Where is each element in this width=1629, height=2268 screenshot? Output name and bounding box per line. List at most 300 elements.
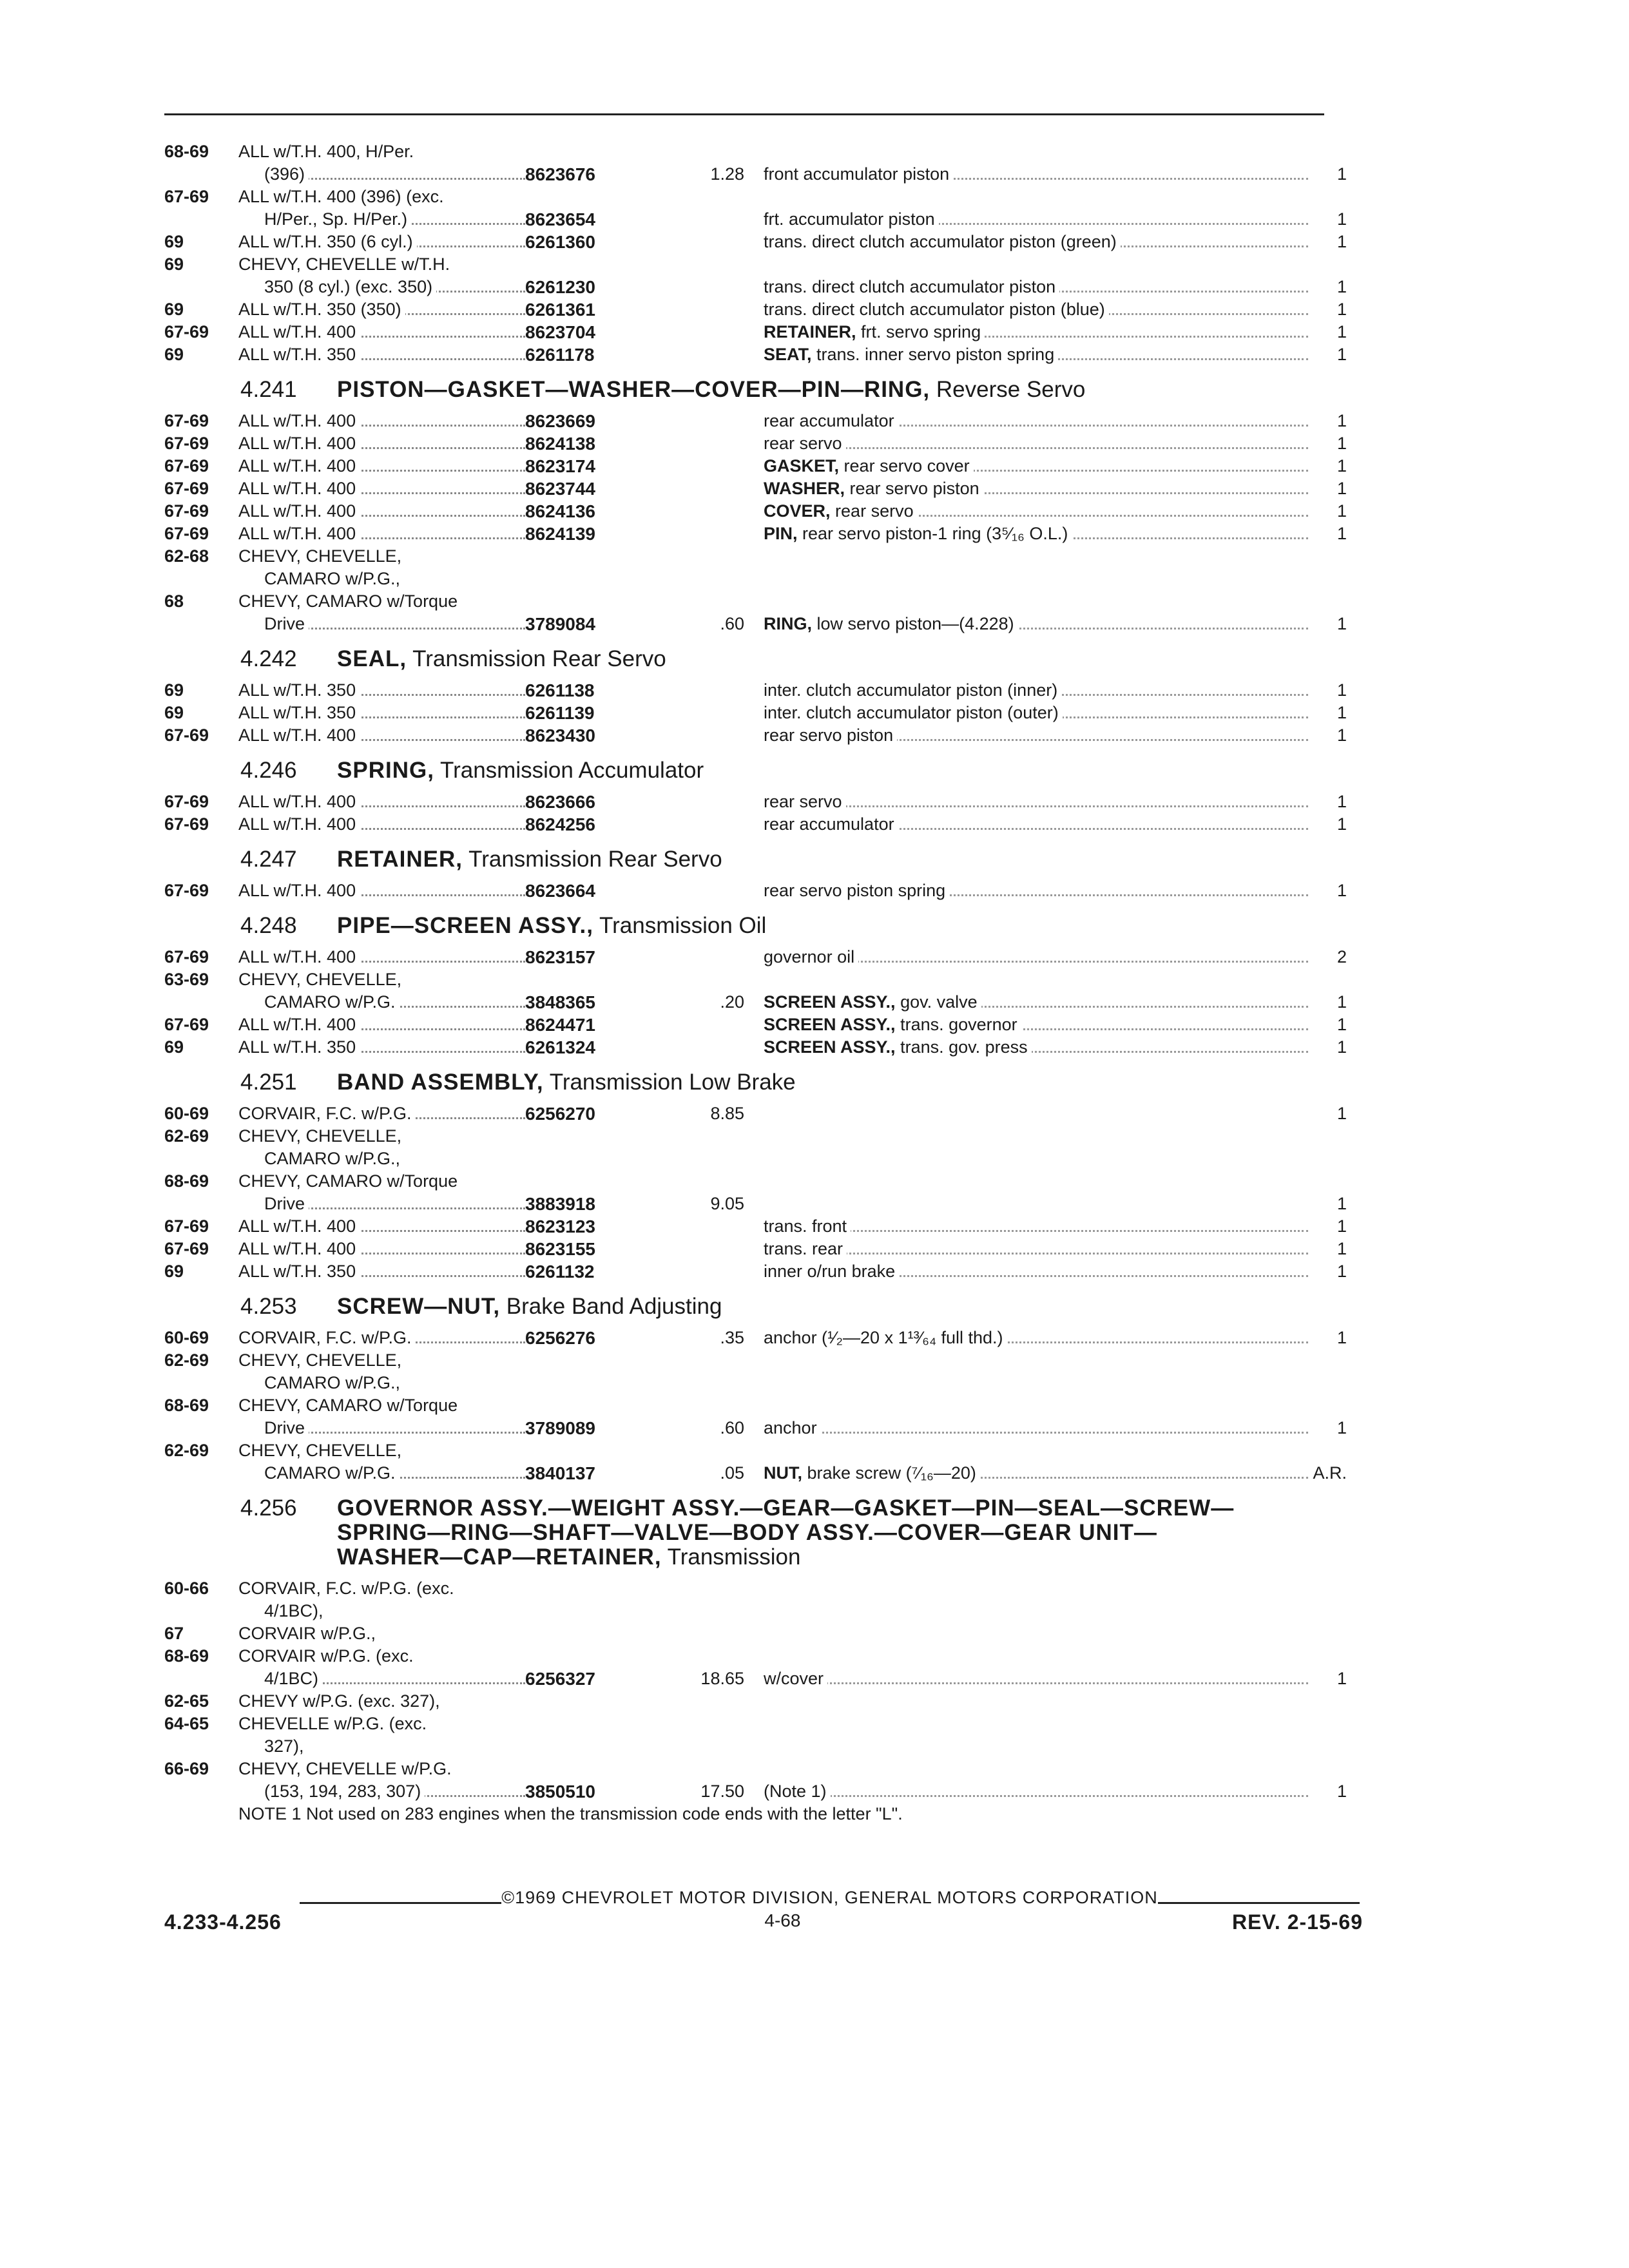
table-row xyxy=(164,946,1356,968)
quantity: 1 xyxy=(1336,1015,1347,1034)
description-bold: RING, xyxy=(764,614,813,633)
model-year: 60-69 xyxy=(164,1328,209,1347)
section-number: 4.246 xyxy=(240,758,297,783)
model-cell xyxy=(238,1758,525,1780)
description-plain: trans. rear xyxy=(764,1239,843,1258)
model-text: CHEVY, CHEVELLE w/P.G. xyxy=(238,1759,456,1778)
table-row xyxy=(164,321,1356,343)
model-year: 67-69 xyxy=(164,1015,209,1034)
section-number: 4.251 xyxy=(240,1070,297,1095)
quantity: 1 xyxy=(1336,881,1347,900)
model-cell xyxy=(238,1036,525,1059)
model-cell xyxy=(238,1690,525,1713)
model-text: 350 (8 cyl.) (exc. 350) xyxy=(238,277,436,296)
model-text: CAMARO w/P.G. xyxy=(238,992,400,1012)
quantity: 1 xyxy=(1336,232,1347,251)
model-cell xyxy=(238,1215,525,1238)
part-number: 3850510 xyxy=(525,1782,596,1802)
section-title-rest: Transmission xyxy=(661,1544,801,1570)
model-year: 69 xyxy=(164,680,184,700)
part-number: 6261361 xyxy=(525,300,596,320)
model-text: ALL w/T.H. 400 xyxy=(238,524,360,543)
model-text: ALL w/T.H. 400 xyxy=(238,501,360,521)
description-text xyxy=(764,524,1072,543)
table-row xyxy=(164,1327,1356,1349)
section-title-bold: RETAINER, xyxy=(337,847,463,872)
description-cell xyxy=(764,613,1308,635)
copyright-line xyxy=(164,1888,1363,1908)
model-year: 68 xyxy=(164,591,184,611)
model-year: 69 xyxy=(164,345,184,364)
model-text: ALL w/T.H. 400 xyxy=(238,792,360,811)
model-text: CHEVY, CHEVELLE, xyxy=(238,970,405,989)
description-text xyxy=(764,501,918,521)
table-row xyxy=(164,545,1356,568)
description-plain: rear servo xyxy=(835,501,914,521)
model-text: ALL w/T.H. 350 (350) xyxy=(238,300,405,319)
description-text xyxy=(764,209,939,229)
description-text xyxy=(764,1669,827,1688)
model-text: CHEVY, CHEVELLE, xyxy=(238,1350,405,1370)
table-row xyxy=(164,1372,1356,1394)
section-title-bold: GOVERNOR ASSY.—WEIGHT ASSY.—GEAR—GASKET—PIN—SEAL—SCREW—SPRING—RING—SHAFT—VALVE—BODY ASSY.—COVER—GEAR UNIT—WASHER—CAP—RETAINER, xyxy=(337,1495,1235,1570)
model-cell xyxy=(238,1148,525,1170)
description-cell xyxy=(764,1014,1308,1036)
description-text xyxy=(764,322,985,341)
model-year: 69 xyxy=(164,1262,184,1281)
description-text xyxy=(764,947,858,966)
table-row xyxy=(164,568,1356,590)
section-range: 4.233-4.256 xyxy=(164,1910,282,1934)
quantity: 1 xyxy=(1336,164,1347,184)
model-cell xyxy=(238,455,525,477)
description-plain: low servo piston—(4.228) xyxy=(816,614,1014,633)
part-number: 6256327 xyxy=(525,1669,596,1689)
model-text: CHEVY, CHEVELLE, xyxy=(238,1441,405,1460)
description-cell xyxy=(764,1780,1308,1803)
description-cell xyxy=(764,1260,1308,1283)
list-price: .60 xyxy=(720,614,744,633)
description-plain: rear servo piston spring xyxy=(764,881,946,900)
list-price: .35 xyxy=(720,1328,744,1347)
quantity: 1 xyxy=(1336,1216,1347,1236)
description-bold: COVER, xyxy=(764,501,831,521)
description-cell xyxy=(764,1462,1308,1485)
part-number: 6256276 xyxy=(525,1328,596,1348)
model-text: 327), xyxy=(238,1736,308,1756)
section-title-bold: SCREW—NUT, xyxy=(337,1294,501,1319)
quantity: 1 xyxy=(1336,992,1347,1012)
part-number: 8624471 xyxy=(525,1015,596,1035)
model-text: ALL w/T.H. 400 xyxy=(238,1216,360,1236)
quantity: 1 xyxy=(1336,814,1347,834)
part-number: 6261360 xyxy=(525,232,596,252)
model-year: 67-69 xyxy=(164,411,209,430)
model-text: (396) xyxy=(238,164,309,184)
part-number: 8623654 xyxy=(525,209,596,229)
description-cell xyxy=(764,523,1308,545)
model-year: 62-68 xyxy=(164,546,209,566)
section-title xyxy=(337,914,1258,938)
section-heading xyxy=(164,847,1356,872)
model-text: CHEVY, CHEVELLE w/T.H. xyxy=(238,255,454,274)
section-heading xyxy=(164,758,1356,783)
table-row xyxy=(164,1577,1356,1600)
model-cell xyxy=(238,231,525,253)
model-year: 66-69 xyxy=(164,1759,209,1778)
quantity: 1 xyxy=(1336,434,1347,453)
section-number: 4.253 xyxy=(240,1294,297,1319)
model-cell xyxy=(238,1349,525,1372)
model-cell xyxy=(238,208,525,231)
quantity: 1 xyxy=(1336,300,1347,319)
description-cell xyxy=(764,231,1308,253)
description-bold: SCREEN ASSY., xyxy=(764,1015,896,1034)
model-cell xyxy=(238,432,525,455)
description-bold: WASHER, xyxy=(764,479,845,498)
section-title-rest: Reverse Servo xyxy=(930,377,1086,402)
description-cell xyxy=(764,432,1308,455)
description-cell xyxy=(764,321,1308,343)
model-text: ALL w/T.H. 400 xyxy=(238,411,360,430)
model-year: 67-69 xyxy=(164,726,209,745)
model-year: 67-69 xyxy=(164,792,209,811)
model-cell xyxy=(238,791,525,813)
model-year: 67-69 xyxy=(164,187,209,206)
description-text xyxy=(764,792,846,811)
description-plain: trans. direct clutch accumulator piston (blue) xyxy=(764,300,1105,319)
model-text: ALL w/T.H. 400 xyxy=(238,322,360,341)
table-row xyxy=(164,432,1356,455)
table-row xyxy=(164,613,1356,635)
table-row xyxy=(164,231,1356,253)
description-text xyxy=(764,726,897,745)
description-leader-dots xyxy=(764,1795,1308,1797)
description-cell xyxy=(764,724,1308,747)
table-row xyxy=(164,1036,1356,1059)
model-year: 69 xyxy=(164,255,184,274)
part-number: 6261139 xyxy=(525,703,595,723)
list-price: .20 xyxy=(720,992,744,1012)
quantity: 1 xyxy=(1336,1037,1347,1057)
part-number: 6261230 xyxy=(525,277,596,297)
model-text: CHEVY, CHEVELLE, xyxy=(238,546,405,566)
quantity: 1 xyxy=(1336,792,1347,811)
description-text xyxy=(764,1463,980,1483)
model-year: 69 xyxy=(164,300,184,319)
model-year: 67-69 xyxy=(164,501,209,521)
description-text xyxy=(764,614,1018,633)
table-row xyxy=(164,1667,1356,1690)
model-year: 67-69 xyxy=(164,322,209,341)
table-row xyxy=(164,477,1356,500)
description-plain: rear accumulator xyxy=(764,814,894,834)
section-number: 4.256 xyxy=(240,1495,297,1521)
model-text: CAMARO w/P.G., xyxy=(238,1373,404,1392)
quantity: 1 xyxy=(1336,1782,1347,1801)
part-number: 8623676 xyxy=(525,164,596,184)
description-cell xyxy=(764,1327,1308,1349)
section-title-rest: Transmission Rear Servo xyxy=(407,646,666,671)
part-number: 8623155 xyxy=(525,1239,596,1259)
model-cell xyxy=(238,590,525,613)
description-cell xyxy=(764,477,1308,500)
model-text: CAMARO w/P.G. xyxy=(238,1463,400,1483)
part-number: 3848365 xyxy=(525,992,596,1012)
table-row xyxy=(164,1622,1356,1645)
description-plain: front accumulator piston xyxy=(764,164,950,184)
model-year: 67 xyxy=(164,1624,184,1643)
model-year: 67-69 xyxy=(164,456,209,476)
model-year: 69 xyxy=(164,703,184,722)
part-number: 3789089 xyxy=(525,1418,596,1438)
model-year: 69 xyxy=(164,1037,184,1057)
model-cell xyxy=(238,410,525,432)
description-cell xyxy=(764,455,1308,477)
model-cell xyxy=(238,813,525,836)
description-plain: brake screw (⁷⁄₁₆—20) xyxy=(807,1463,976,1483)
model-cell xyxy=(238,1327,525,1349)
part-number: 8623123 xyxy=(525,1216,596,1236)
description-text xyxy=(764,680,1061,700)
model-text: ALL w/T.H. 350 xyxy=(238,703,360,722)
description-text xyxy=(764,164,953,184)
table-row xyxy=(164,991,1356,1014)
section-title xyxy=(337,1496,1258,1570)
section-heading xyxy=(164,378,1356,402)
part-number: 3840137 xyxy=(525,1463,596,1483)
model-cell xyxy=(238,1125,525,1148)
description-text xyxy=(764,411,898,430)
description-cell xyxy=(764,298,1308,321)
description-plain: frt. accumulator piston xyxy=(764,209,935,229)
section-number: 4.241 xyxy=(240,377,297,402)
model-cell xyxy=(238,523,525,545)
section-heading xyxy=(164,1070,1356,1095)
description-plain: rear servo piston xyxy=(764,726,894,745)
model-text: CAMARO w/P.G., xyxy=(238,1149,404,1168)
part-number: 6261138 xyxy=(525,680,595,700)
part-number: 3883918 xyxy=(525,1194,596,1214)
description-cell xyxy=(764,1215,1308,1238)
model-cell xyxy=(238,500,525,523)
quantity: 1 xyxy=(1336,501,1347,521)
table-row xyxy=(164,702,1356,724)
model-cell xyxy=(238,946,525,968)
table-row xyxy=(164,140,1356,163)
quantity: 1 xyxy=(1336,524,1347,543)
model-year: 60-66 xyxy=(164,1579,209,1598)
table-row xyxy=(164,1713,1356,1735)
table-row xyxy=(164,1170,1356,1193)
page-footer xyxy=(164,1888,1363,1934)
part-number: 8624139 xyxy=(525,524,596,544)
footer-rule-right xyxy=(1158,1902,1360,1904)
quantity: 1 xyxy=(1336,277,1347,296)
model-cell xyxy=(238,1713,525,1735)
parts-listing xyxy=(164,140,1356,1825)
quantity: 1 xyxy=(1336,456,1347,476)
description-text xyxy=(764,345,1058,364)
list-price: 8.85 xyxy=(710,1104,744,1123)
quantity: 1 xyxy=(1336,1328,1347,1347)
description-cell xyxy=(764,702,1308,724)
table-row xyxy=(164,1690,1356,1713)
model-text: ALL w/T.H. 350 xyxy=(238,1037,360,1057)
model-cell xyxy=(238,1193,525,1215)
page-number: 4-68 xyxy=(764,1910,801,1930)
model-cell xyxy=(238,321,525,343)
description-text xyxy=(764,277,1059,296)
quantity: 1 xyxy=(1336,680,1347,700)
section-title xyxy=(337,847,1258,872)
model-cell xyxy=(238,1667,525,1690)
model-cell xyxy=(238,1102,525,1125)
section-title-rest: Transmission Rear Servo xyxy=(463,847,722,872)
model-year: 67-69 xyxy=(164,947,209,966)
section-title-rest: Transmission Low Brake xyxy=(543,1070,796,1095)
section-title-bold: PIPE—SCREEN ASSY., xyxy=(337,913,593,938)
table-row xyxy=(164,791,1356,813)
section-heading xyxy=(164,914,1356,938)
top-rule xyxy=(164,113,1324,115)
description-cell xyxy=(764,163,1308,186)
model-text: ALL w/T.H. 350 (6 cyl.) xyxy=(238,232,417,251)
description-text xyxy=(764,881,949,900)
quantity: 1 xyxy=(1336,209,1347,229)
table-row xyxy=(164,1215,1356,1238)
description-plain: inter. clutch accumulator piston (outer) xyxy=(764,703,1059,722)
part-number: 6261178 xyxy=(525,345,595,365)
model-text: (153, 194, 283, 307) xyxy=(238,1782,425,1801)
table-row xyxy=(164,724,1356,747)
description-plain: rear servo cover xyxy=(843,456,970,476)
description-cell xyxy=(764,679,1308,702)
model-year: 62-69 xyxy=(164,1126,209,1146)
model-text: ALL w/T.H. 400 xyxy=(238,881,360,900)
model-cell xyxy=(238,1439,525,1462)
description-plain: inter. clutch accumulator piston (inner) xyxy=(764,680,1058,700)
description-cell xyxy=(764,946,1308,968)
model-text: ALL w/T.H. 350 xyxy=(238,680,360,700)
model-cell xyxy=(238,1600,525,1622)
model-text: CHEVY, CAMARO w/Torque xyxy=(238,1396,461,1415)
description-plain: rear servo piston xyxy=(849,479,979,498)
table-row xyxy=(164,1439,1356,1462)
section-title-bold: PISTON—GASKET—WASHER—COVER—PIN—RING, xyxy=(337,377,930,402)
quantity: 1 xyxy=(1336,345,1347,364)
model-cell xyxy=(238,1622,525,1645)
section-title xyxy=(337,1294,1258,1319)
model-year: 62-69 xyxy=(164,1441,209,1460)
description-plain: rear servo xyxy=(764,792,842,811)
part-number: 6261324 xyxy=(525,1037,596,1057)
list-price: .60 xyxy=(720,1418,744,1437)
model-year: 62-65 xyxy=(164,1691,209,1711)
table-row xyxy=(164,1260,1356,1283)
section-number: 4.247 xyxy=(240,847,297,872)
section-title xyxy=(337,378,1258,402)
model-year: 67-69 xyxy=(164,524,209,543)
description-cell xyxy=(764,410,1308,432)
section-title-rest: Transmission Oil xyxy=(593,913,767,938)
section-heading xyxy=(164,1496,1356,1570)
table-row xyxy=(164,1349,1356,1372)
model-text: ALL w/T.H. 400 xyxy=(238,726,360,745)
model-text: CORVAIR, F.C. w/P.G. xyxy=(238,1104,416,1123)
model-year: 68-69 xyxy=(164,1646,209,1666)
model-cell xyxy=(238,1577,525,1600)
section-title-bold: BAND ASSEMBLY, xyxy=(337,1070,544,1095)
model-cell xyxy=(238,1260,525,1283)
table-row xyxy=(164,1394,1356,1417)
table-row xyxy=(164,1125,1356,1148)
model-year: 60-69 xyxy=(164,1104,209,1123)
quantity: 1 xyxy=(1336,1194,1347,1213)
model-text: H/Per., Sp. H/Per.) xyxy=(238,209,411,229)
model-text: ALL w/T.H. 400 (396) (exc. xyxy=(238,187,448,206)
model-text: ALL w/T.H. 400 xyxy=(238,814,360,834)
model-year: 68-69 xyxy=(164,142,209,161)
model-cell xyxy=(238,253,525,276)
part-number: 8623669 xyxy=(525,411,596,431)
description-bold: SEAT, xyxy=(764,345,812,364)
model-cell xyxy=(238,1417,525,1439)
model-cell xyxy=(238,298,525,321)
list-price: 17.50 xyxy=(700,1782,744,1801)
description-bold: RETAINER, xyxy=(764,322,856,341)
description-plain: rear servo xyxy=(764,434,842,453)
model-text: CORVAIR w/P.G., xyxy=(238,1624,380,1643)
description-plain: w/cover xyxy=(764,1669,824,1688)
model-text: ALL w/T.H. 350 xyxy=(238,345,360,364)
description-cell xyxy=(764,1667,1308,1690)
model-cell xyxy=(238,186,525,208)
model-cell xyxy=(238,1014,525,1036)
model-cell xyxy=(238,568,525,590)
description-plain: trans. direct clutch accumulator piston xyxy=(764,277,1056,296)
revision-date: REV. 2-15-69 xyxy=(1232,1910,1363,1934)
description-text xyxy=(764,814,898,834)
table-row xyxy=(164,1193,1356,1215)
section-title xyxy=(337,647,1258,671)
part-number: 8623157 xyxy=(525,947,596,967)
model-cell xyxy=(238,1170,525,1193)
quantity: 2 xyxy=(1336,947,1347,966)
section-title-bold: SPRING, xyxy=(337,758,434,783)
description-plain: trans. front xyxy=(764,1216,847,1236)
model-text: ALL w/T.H. 400 xyxy=(238,434,360,453)
model-year: 68-69 xyxy=(164,1171,209,1191)
table-row xyxy=(164,1758,1356,1780)
description-bold: NUT, xyxy=(764,1463,802,1483)
model-cell xyxy=(238,1780,525,1803)
quantity: 1 xyxy=(1336,322,1347,341)
model-cell xyxy=(238,1372,525,1394)
description-text xyxy=(764,1216,851,1236)
quantity: 1 xyxy=(1336,1418,1347,1437)
model-text: CAMARO w/P.G., xyxy=(238,569,404,588)
table-row xyxy=(164,679,1356,702)
description-plain: governor oil xyxy=(764,947,855,966)
part-number: 8623664 xyxy=(525,881,596,901)
description-cell xyxy=(764,791,1308,813)
description-text xyxy=(764,1239,847,1258)
model-text: 4/1BC), xyxy=(238,1601,327,1620)
model-text: CHEVY, CAMARO w/Torque xyxy=(238,1171,461,1191)
model-year: 68-69 xyxy=(164,1396,209,1415)
table-row xyxy=(164,455,1356,477)
